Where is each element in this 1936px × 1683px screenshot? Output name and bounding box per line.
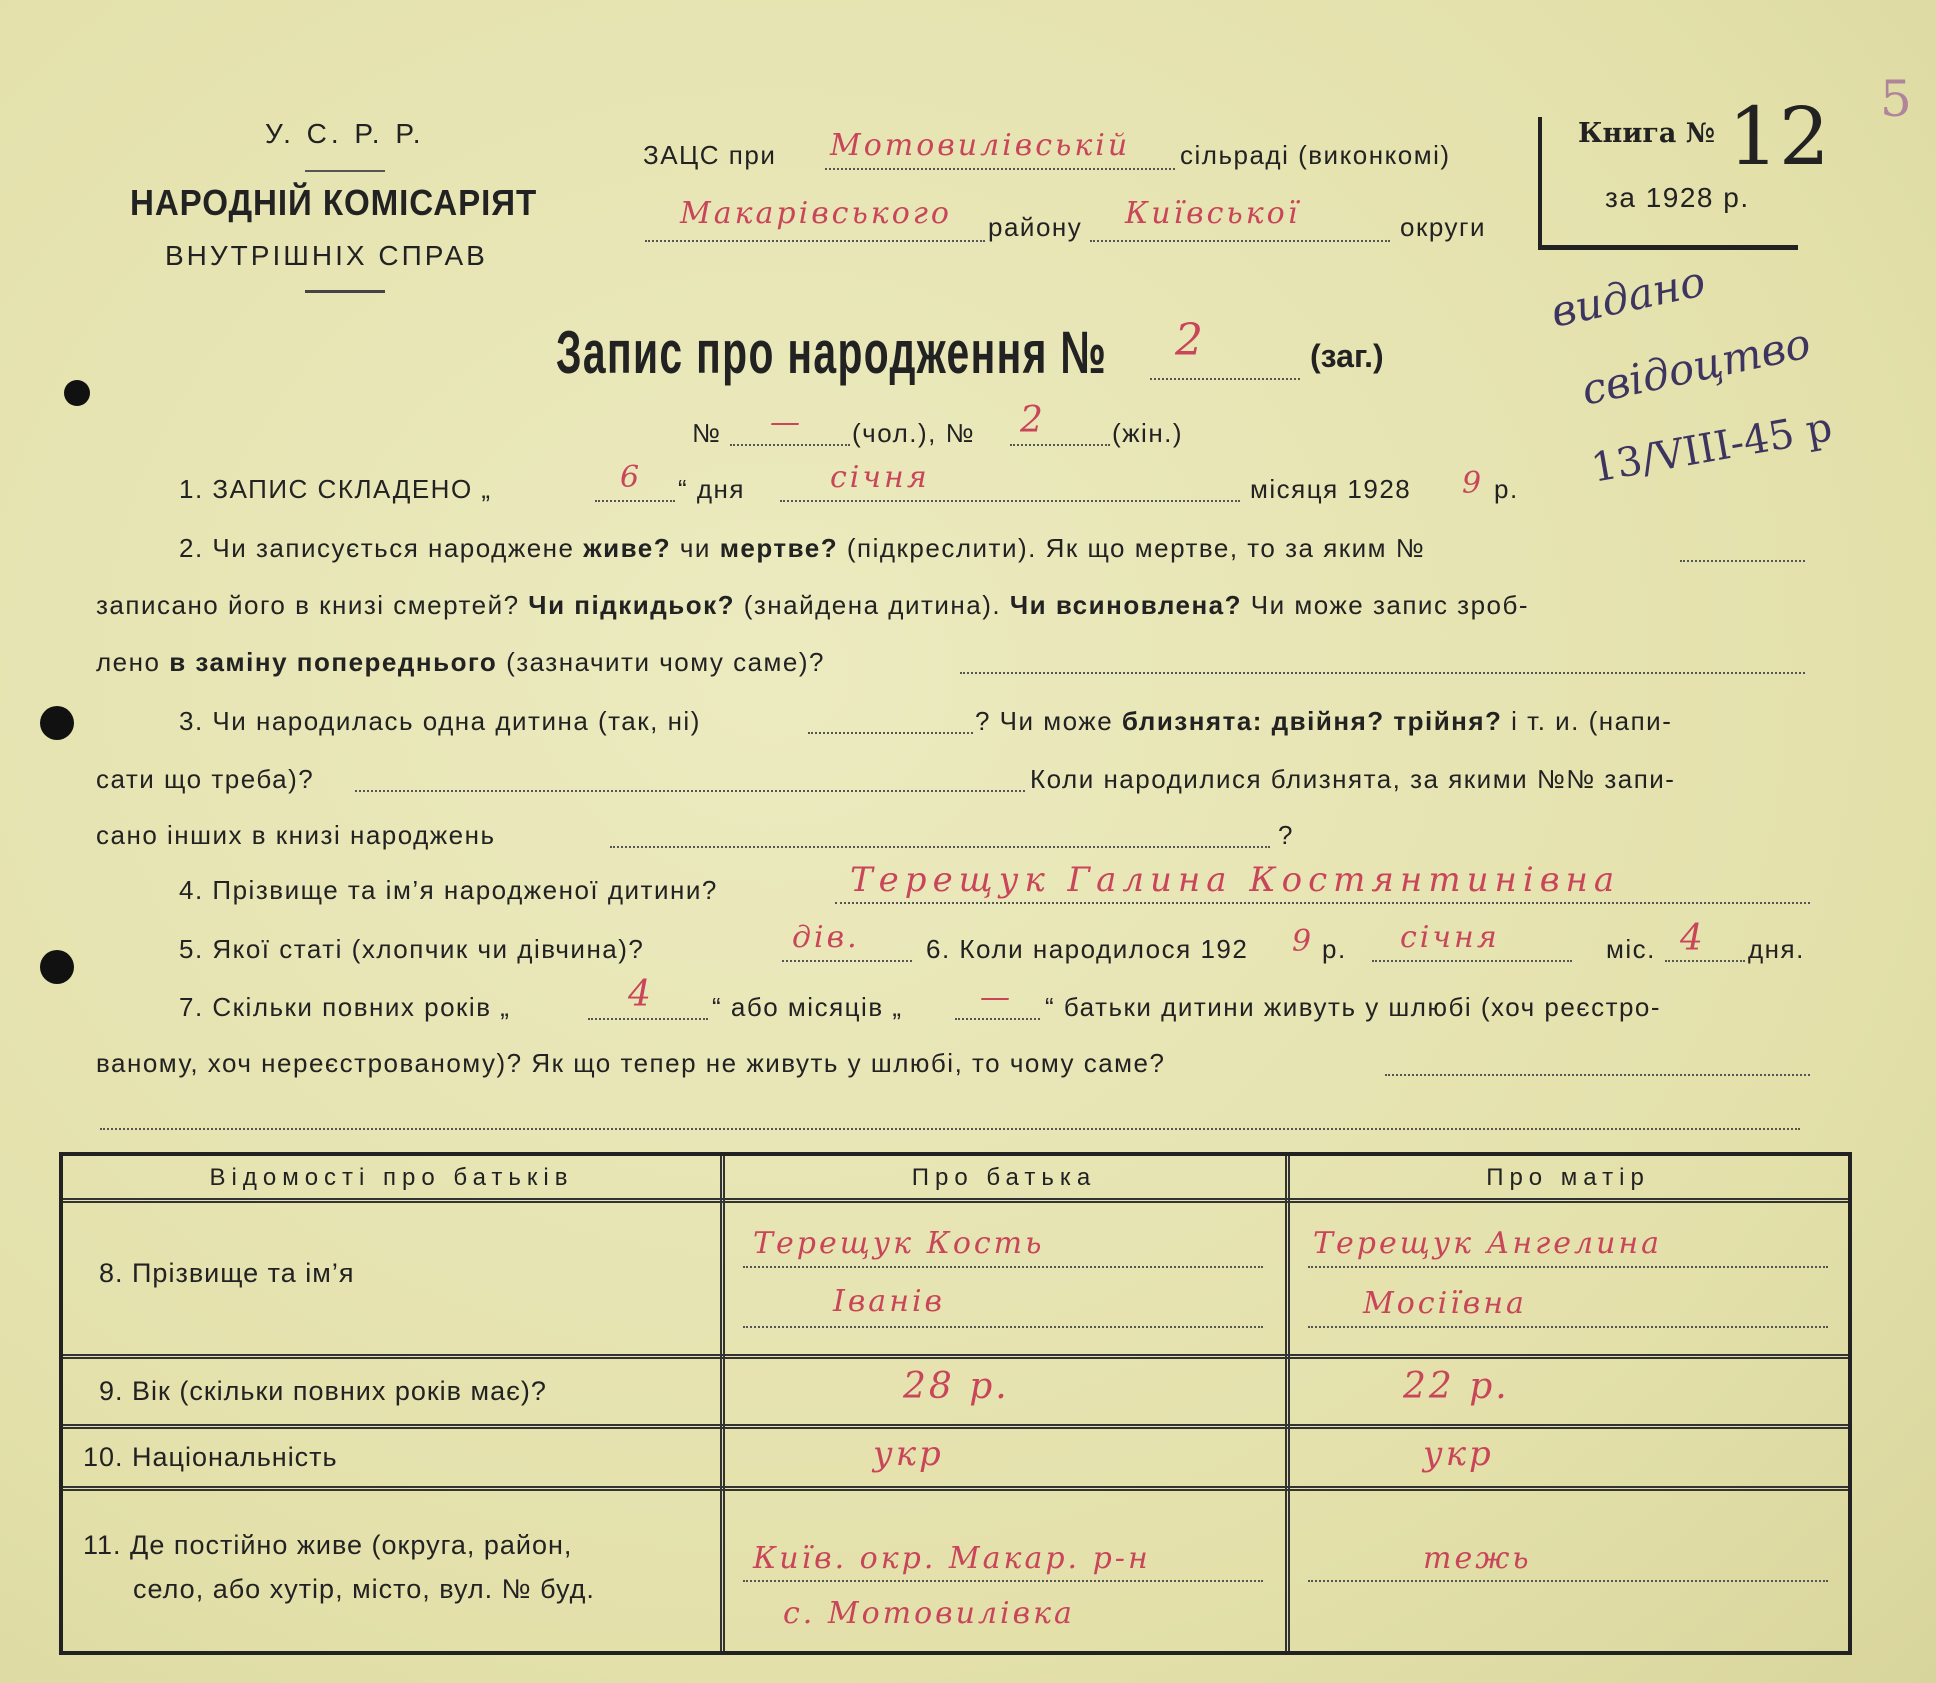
book-number: 12: [1728, 90, 1830, 183]
raion-value: Макарівського: [680, 196, 952, 231]
raion-label: району: [988, 212, 1083, 242]
item2-text: (знайдена дитина).: [743, 590, 1002, 620]
item1-suffix: р.: [1494, 474, 1519, 504]
father-nationality-value: укр: [873, 1434, 944, 1474]
annotation-certificate: свідоцтво: [1577, 318, 1815, 415]
item1-day: 6: [620, 460, 643, 495]
male-no-label: №: [692, 418, 722, 448]
item3-twins: близнята: двійня? трійня?: [1121, 706, 1503, 736]
male-number-value: —: [770, 405, 803, 440]
header-father: Про батька: [911, 1164, 1097, 1191]
book-label: Книга №: [1578, 118, 1716, 149]
item1-month: січня: [830, 460, 930, 495]
mother-patronymic-value: Мосіївна: [1363, 1286, 1527, 1321]
father-name-value: Терещук Кость: [753, 1226, 1045, 1261]
child-sex-value: дів.: [792, 920, 860, 955]
village-council-value: Мотовилівській: [830, 128, 1131, 163]
item3-text: 3. Чи народилась одна дитина (так, ні): [179, 706, 701, 736]
item7-text: “ батьки дитини живуть у шлюбі (хоч реєстро-: [1045, 992, 1662, 1022]
book-extra-mark: 5: [1880, 70, 1912, 128]
item1-day-label: “ дня: [678, 474, 745, 504]
item3-text: і т. и. (напи-: [1511, 706, 1673, 736]
mother-name-value: Терещук Ангелина: [1313, 1226, 1663, 1261]
republic-label: У. С. Р. Р.: [265, 118, 425, 149]
zats-label: ЗАЦС при: [643, 140, 777, 170]
item3-text: ? Чи може: [975, 706, 1114, 736]
item2-text: записано його в книзі смертей?: [96, 590, 520, 620]
row-age-label: 9. Вік (скільки повних років має)?: [99, 1376, 547, 1406]
item6-label: 6. Коли народилося 192: [926, 934, 1249, 964]
marriage-months-value: —: [980, 980, 1013, 1015]
item2-text: 2. Чи записується народжене: [179, 533, 575, 563]
male-female-label: (чол.), №: [852, 418, 975, 448]
record-suffix: (заг.): [1310, 338, 1384, 374]
father-age-value: 28 р.: [903, 1366, 1010, 1407]
punch-hole: [40, 706, 74, 740]
item2-foundling: Чи підкидьок?: [528, 590, 735, 620]
item3-text: сано інших в книзі народжень: [96, 820, 496, 850]
item2-alive: живе?: [583, 533, 672, 563]
item3-text: ?: [1278, 820, 1294, 850]
annotation-issued: видано: [1546, 256, 1710, 337]
item6-text: р.: [1322, 934, 1347, 964]
item2-text: чи: [679, 533, 711, 563]
item7-text: “ або місяців „: [712, 992, 903, 1022]
birth-year-digit: 9: [1292, 924, 1315, 959]
mother-nationality-value: укр: [1423, 1434, 1494, 1474]
header-parents-info: Відомості про батьків: [209, 1164, 574, 1191]
birth-month-value: січня: [1400, 920, 1500, 955]
father-patronymic-value: Іванів: [833, 1284, 946, 1319]
item1-year-label: місяця 1928: [1250, 474, 1412, 504]
item4-label: 4. Прізвище та ім’я народженої дитини?: [179, 875, 718, 905]
divider: [305, 170, 385, 172]
divider: [305, 290, 385, 293]
row-residence-label: 11. Де постійно живе (округа, район,: [83, 1530, 573, 1560]
header-mother: Про матір: [1486, 1164, 1650, 1191]
father-residence-value: Київ. окр. Макар. р-н: [753, 1541, 1151, 1576]
record-number: 2: [1175, 315, 1206, 366]
item2-text: лено: [96, 647, 161, 677]
item3-text: Коли народилися близнята, за якими №№ запи-: [1030, 764, 1676, 794]
item2-replacement: в заміну попереднього: [169, 647, 498, 677]
item1-year-correction: 9: [1462, 466, 1485, 501]
silrada-label: сільраді (виконкомі): [1180, 140, 1451, 170]
item6-text: дня.: [1748, 934, 1805, 964]
okruha-value: Київської: [1125, 196, 1301, 231]
book-year: за 1928 р.: [1605, 182, 1750, 213]
row-nationality-label: 10. Національність: [83, 1442, 338, 1472]
record-title: Запис про народження №: [556, 319, 1108, 386]
item2-dead: мертве?: [719, 533, 839, 563]
mother-residence-value: тежь: [1423, 1541, 1532, 1576]
marriage-years-value: 4: [628, 974, 654, 1015]
commissariat-title: НАРОДНІЙ КОМІСАРІЯТ: [130, 182, 538, 223]
item2-text: Чи може запис зроб-: [1250, 590, 1530, 620]
punch-hole: [40, 950, 74, 984]
row-residence-label-2: село, або хутір, місто, вул. № буд.: [133, 1574, 595, 1604]
mother-age-value: 22 р.: [1403, 1366, 1510, 1407]
book-box-border: [1538, 245, 1798, 250]
birth-day-value: 4: [1680, 918, 1706, 959]
item7-label: 7. Скільки повних років „: [179, 992, 511, 1022]
item3-text: сати що треба)?: [96, 764, 315, 794]
item2-text: (підкреслити). Як що мертве, то за яким №: [846, 533, 1426, 563]
item2-text: (зазначити чому саме)?: [506, 647, 826, 677]
item7-text: ваному, хоч нереєстрованому)? Як що тепер не живуть у шлюбі, то чому саме?: [96, 1048, 1166, 1078]
item5-label: 5. Якої статі (хлопчик чи дівчина)?: [179, 934, 645, 964]
parents-table: [59, 1152, 1852, 1655]
annotation-date: 13/VIII-45 р: [1587, 404, 1836, 492]
row-name-label: 8. Прізвище та ім’я: [99, 1258, 355, 1288]
female-label: (жін.): [1112, 418, 1184, 448]
okruha-label: округи: [1400, 212, 1487, 242]
item2-adopted: Чи всиновлена?: [1009, 590, 1243, 620]
female-number-value: 2: [1020, 400, 1046, 441]
book-box-border: [1538, 117, 1542, 247]
commissariat-subtitle: ВНУТРІШНІХ СПРАВ: [165, 240, 488, 271]
father-residence-village: с. Мотовилівка: [783, 1596, 1075, 1631]
item1-label: 1. ЗАПИС СКЛАДЕНО „: [179, 474, 492, 504]
item6-text: міс.: [1606, 934, 1656, 964]
child-name-value: Терещук Галина Костянтинівна: [850, 860, 1621, 900]
punch-hole: [64, 380, 90, 406]
